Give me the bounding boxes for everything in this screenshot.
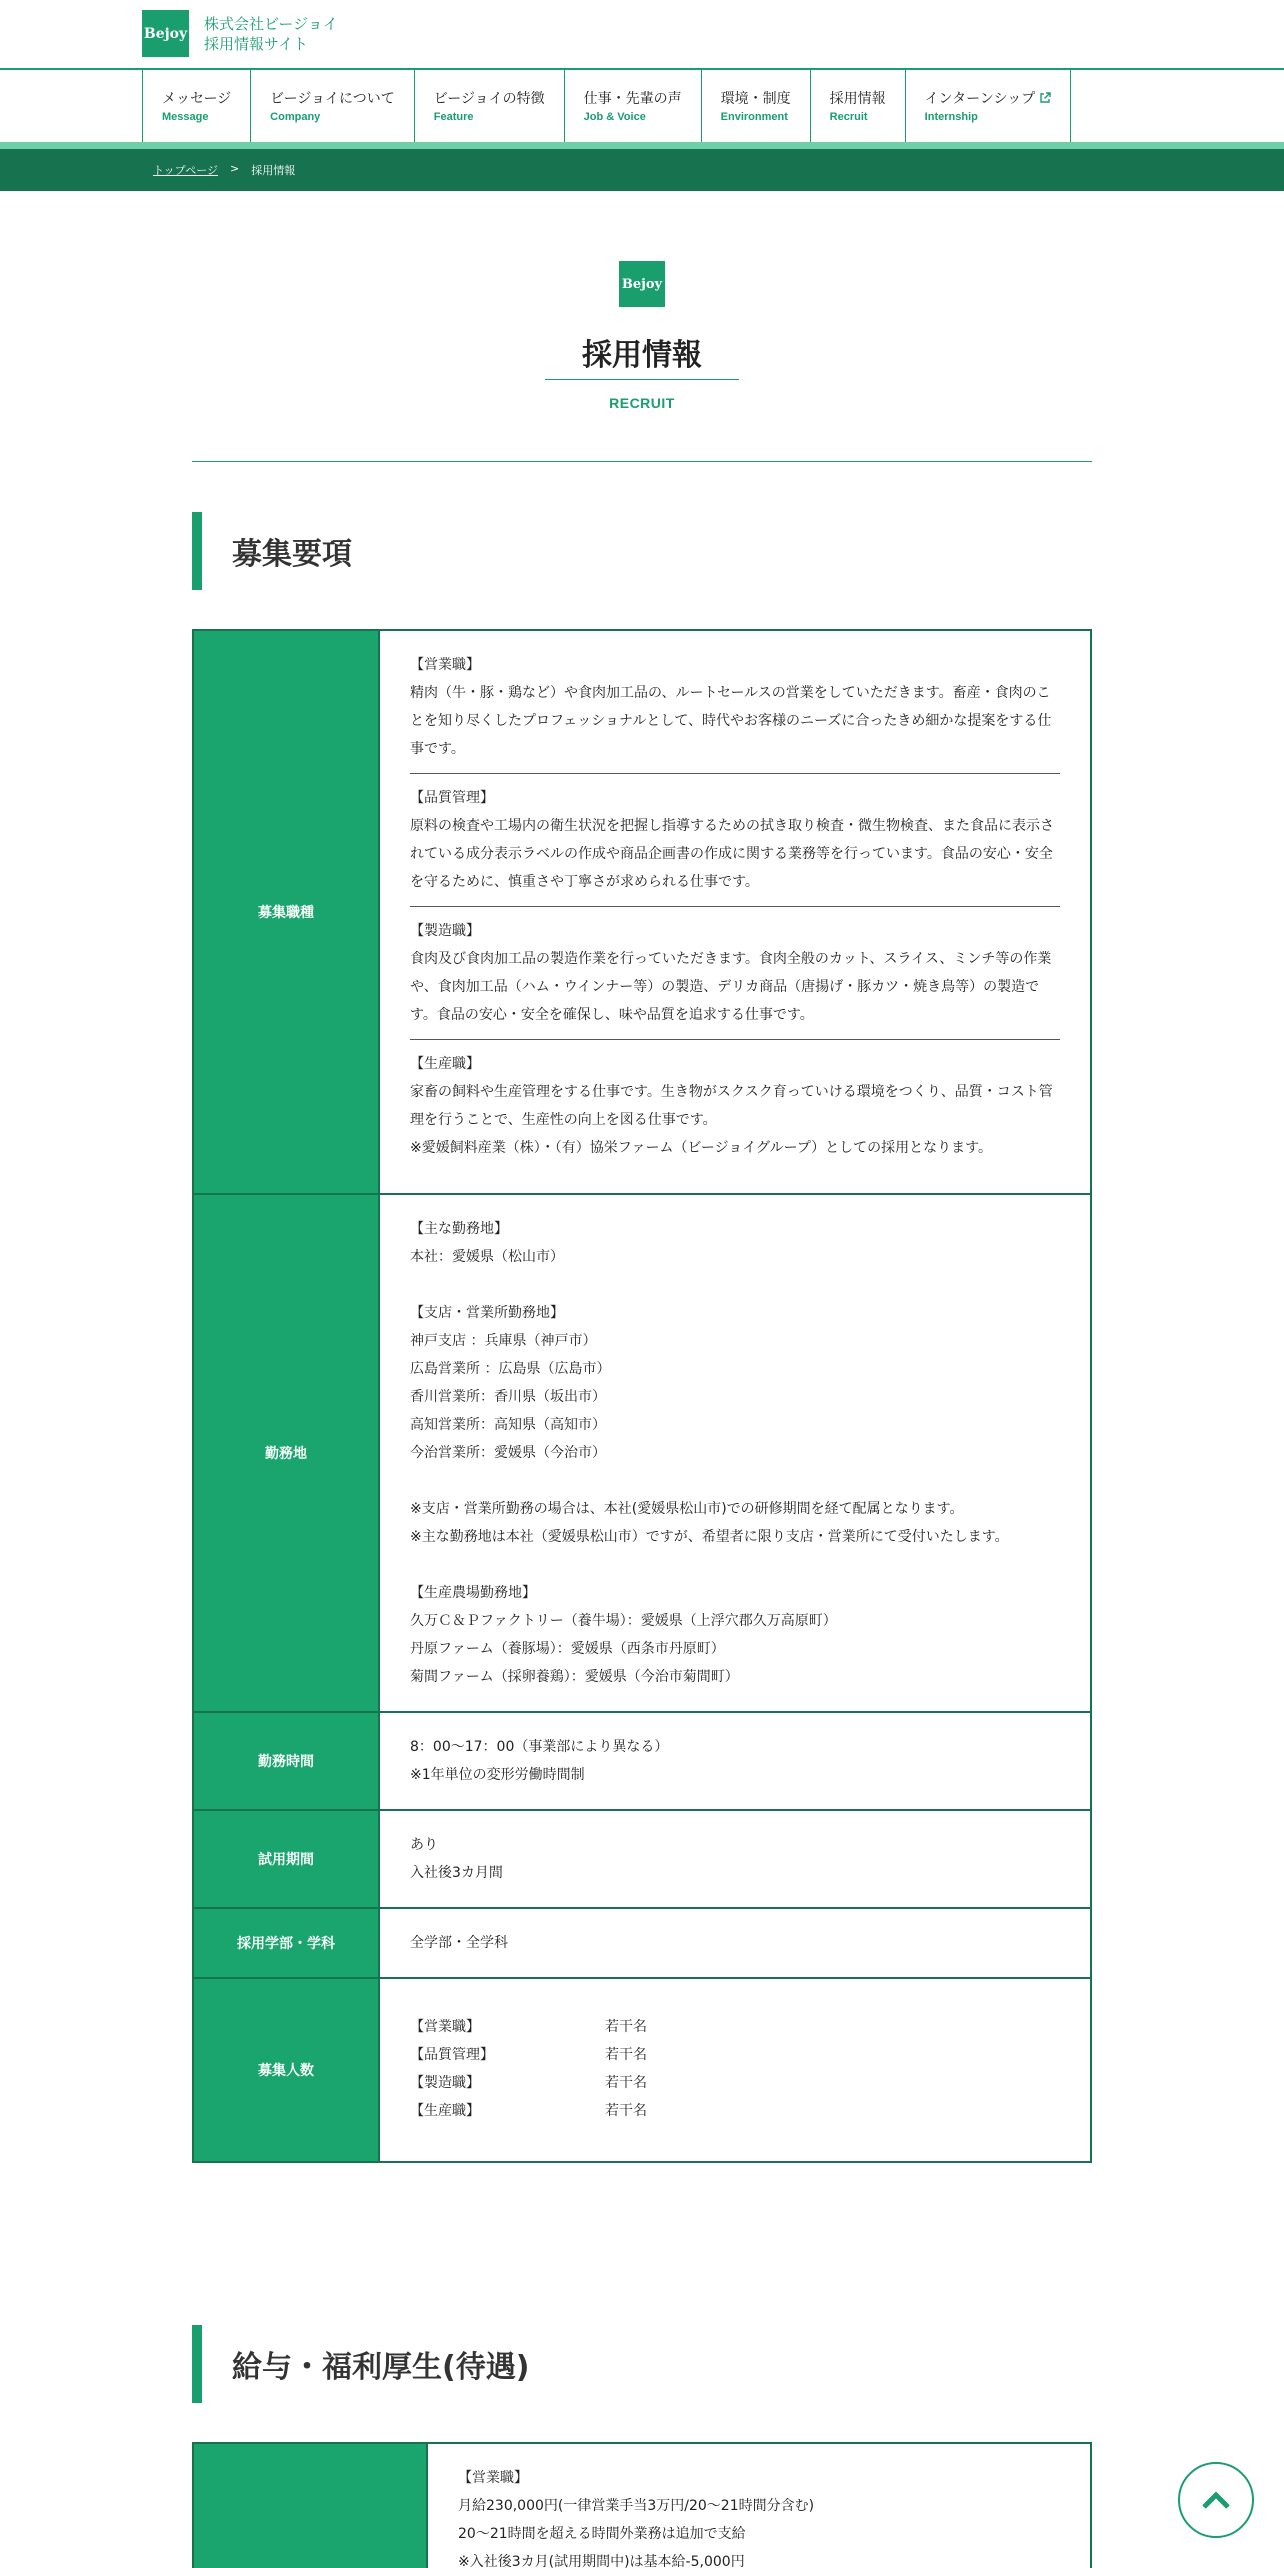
count-item: [410, 2097, 1060, 2125]
nav-label: 環境・制度: [720, 91, 791, 107]
location-farm: 久万Ｃ＆Ｐファクトリー（養牛場）：愛媛県（上浮穴郡久万高原町）: [410, 1613, 837, 1629]
job-block-sales: [410, 651, 1060, 774]
count-item: [410, 2069, 1060, 2097]
section-heading-salary: [192, 2325, 529, 2403]
nav-label: ビージョイについて: [270, 91, 395, 107]
back-to-top-button[interactable]: [1178, 2462, 1254, 2538]
nav-label: インターンシップ: [924, 91, 1036, 107]
salary-line: 20～21時間を超える時間外業務は追加で支給: [458, 2526, 746, 2542]
row-label: 募集人数: [194, 1979, 380, 2161]
salary-line: ※入社後3カ月(試用期間中)は基本給-5,000円: [458, 2554, 745, 2568]
count-number: 若干名: [605, 2047, 647, 2063]
hero-divider: [192, 461, 1092, 462]
section-accent-bar: [192, 512, 202, 590]
job-heading: 【営業職】: [410, 657, 480, 673]
location-branch: 広島営業所 ：広島県（広島市）: [410, 1361, 611, 1377]
location-note: ※主な勤務地は本社（愛媛県松山市）ですが、希望者に限り支店・営業所にて受付いたします。: [410, 1529, 1009, 1545]
nav-internship[interactable]: [905, 70, 1072, 142]
site-logo[interactable]: [142, 10, 338, 57]
location-note: ※支店・営業所勤務の場合は、本社(愛媛県松山市)での研修期間を経て配属となります。: [410, 1501, 964, 1517]
section-heading-requirements: [192, 512, 352, 590]
count-item: [410, 2013, 1060, 2041]
external-link-icon: [1039, 92, 1051, 104]
job-description: 精肉（牛・豚・鶏など）や食肉加工品の、ルートセールスの営業をしていただきます。畜産・食肉のことを知り尽くしたプロフェッショナルとして、時代やお客様のニーズに合ったきめ細かな提案をする仕事です。: [410, 685, 1052, 757]
job-heading: 【品質管理】: [410, 790, 494, 806]
job-description: 原料の検査や工場内の衛生状況を把握し指導するための拭き取り検査・微生物検査、また食品に表示されている成分表示ラベルの作成や商品企画書の作成に関する業務等を行っています。食品の安心・安全を守るために、慎重さや丁寧さが求められる仕事です。: [410, 818, 1054, 890]
job-description: 家畜の飼料や生産管理をする仕事です。生き物がスクスク育っていける環境をつくり、品質・コスト管理を行うことで、生産性の向上を図る仕事です。: [410, 1084, 1053, 1128]
nav-sublabel: Feature: [433, 111, 474, 123]
nav-job-voice[interactable]: [564, 70, 701, 142]
site-header: [0, 0, 1284, 70]
table-row-job-type: [194, 631, 1090, 1195]
location-main-heading: 【主な勤務地】: [410, 1221, 508, 1237]
row-label: 勤務時間: [194, 1713, 380, 1809]
nav-sublabel: Company: [270, 111, 321, 123]
nav-recruit[interactable]: [810, 70, 905, 142]
hours-line: 8：00～17：00（事業部により異なる）: [410, 1739, 669, 1755]
faculty-text: 全学部・全学科: [410, 1935, 508, 1951]
job-heading: 【製造職】: [410, 923, 480, 939]
row-content: [380, 1195, 1090, 1711]
breadcrumb: [153, 162, 295, 178]
row-content: [380, 1979, 1090, 2161]
section-title: 募集要項: [232, 537, 352, 572]
nav-label: ビージョイの特徴: [433, 91, 545, 107]
trial-line: あり: [410, 1837, 438, 1853]
row-content: [380, 1811, 1090, 1907]
job-note: ※愛媛飼料産業（株）・（有）協栄ファーム（ビージョイグループ）としての採用となります。: [410, 1140, 992, 1156]
section-accent-bar: [192, 2325, 202, 2403]
salary-line: 月給230,000円(一律営業手当3万円/20～21時間分含む): [458, 2498, 815, 2514]
trial-line: 入社後3カ月間: [410, 1865, 503, 1881]
page-subtitle: RECRUIT: [609, 395, 675, 411]
hours-line: ※1年単位の変形労働時間制: [410, 1767, 585, 1783]
count-number: 若干名: [605, 2019, 647, 2035]
logo-company-name: 株式会社ビージョイ: [204, 14, 338, 33]
nav-label: メッセージ: [162, 91, 232, 107]
location-main: 本社：愛媛県（松山市）: [410, 1249, 564, 1265]
nav-sublabel: Job & Voice: [583, 111, 646, 123]
breadcrumb-separator: >: [230, 162, 240, 175]
row-label: [194, 2444, 428, 2568]
hero-logo-mark: Bejoy: [619, 261, 665, 307]
nav-message[interactable]: [142, 70, 250, 142]
table-row-location: [194, 1195, 1090, 1713]
table-row-faculty: [194, 1909, 1090, 1979]
row-label: 勤務地: [194, 1195, 380, 1711]
row-content: [380, 1713, 1090, 1809]
job-description: 食肉及び食肉加工品の製造作業を行っていただきます。食肉全般のカット、スライス、ミンチ等の作業や、食肉加工品（ハム・ウインナー等）の製造、デリカ商品（唐揚げ・豚カツ・焼き鳥等）の製造です。食品の安心・安全を確保し、味や品質を追求する仕事です。: [410, 951, 1052, 1023]
count-role: 【営業職】: [410, 2019, 480, 2035]
nav-sublabel: Environment: [720, 111, 788, 123]
nav-label: 仕事・先輩の声: [583, 91, 682, 107]
breadcrumb-home-link[interactable]: トップページ: [153, 164, 219, 177]
location-branch: 香川営業所：香川県（坂出市）: [410, 1389, 606, 1405]
nav-accent-line: [0, 142, 1284, 149]
table-row-count: [194, 1979, 1090, 2161]
job-heading: 【生産職】: [410, 1056, 480, 1072]
location-farm: 菊間ファーム（採卵養鶏）：愛媛県（今治市菊間町）: [410, 1669, 739, 1685]
count-number: 若干名: [605, 2075, 647, 2091]
row-content: [428, 2444, 1090, 2568]
salary-line: 【営業職】: [458, 2470, 528, 2486]
title-underline: [545, 379, 739, 380]
nav-environment[interactable]: [701, 70, 810, 142]
location-branch: 神戸支店 ：兵庫県（神戸市）: [410, 1333, 597, 1349]
row-label: 募集職種: [194, 631, 380, 1193]
table-row-hours: [194, 1713, 1090, 1811]
nav-sublabel: Message: [162, 111, 209, 123]
nav-label-wrap: [925, 88, 1052, 108]
location-branch-heading: 【支店・営業所勤務地】: [410, 1305, 564, 1321]
nav-label: 採用情報: [829, 91, 886, 107]
nav-feature[interactable]: [414, 70, 564, 142]
table-row-trial: [194, 1811, 1090, 1909]
nav-sublabel: Internship: [924, 111, 978, 123]
count-role: 【製造職】: [410, 2075, 480, 2091]
count-item: [410, 2041, 1060, 2069]
page-title: 採用情報: [582, 338, 702, 373]
row-label: 採用学部・学科: [194, 1909, 380, 1977]
count-role: 【品質管理】: [410, 2047, 494, 2063]
section-title: 給与・福利厚生(待遇): [232, 2350, 530, 2385]
location-branch: 高知営業所：高知県（高知市）: [410, 1417, 606, 1433]
row-label: 試用期間: [194, 1811, 380, 1907]
global-nav: [142, 70, 1071, 142]
logo-site-name: 採用情報サイト: [204, 34, 308, 53]
breadcrumb-bar: [0, 149, 1284, 191]
row-content: [380, 631, 1090, 1193]
job-block-quality: [410, 784, 1060, 907]
salary-table: [192, 2442, 1092, 2568]
nav-company[interactable]: [250, 70, 414, 142]
job-block-production: [410, 1050, 1060, 1162]
location-farm-heading: 【生産農場勤務地】: [410, 1585, 536, 1601]
job-block-manufacturing: [410, 917, 1060, 1040]
count-number: 若干名: [605, 2103, 647, 2119]
location-branch: 今治営業所：愛媛県（今治市）: [410, 1445, 606, 1461]
location-farm: 丹原ファーム（養豚場）：愛媛県（西条市丹原町）: [410, 1641, 725, 1657]
chevron-up-icon: [1201, 2490, 1231, 2510]
breadcrumb-current: 採用情報: [251, 164, 296, 177]
nav-sublabel: Recruit: [829, 111, 868, 123]
logo-text: [204, 14, 338, 54]
count-role: 【生産職】: [410, 2103, 480, 2119]
row-content: [380, 1909, 1090, 1977]
logo-mark: Bejoy: [142, 10, 189, 57]
requirements-table: [192, 629, 1092, 2163]
